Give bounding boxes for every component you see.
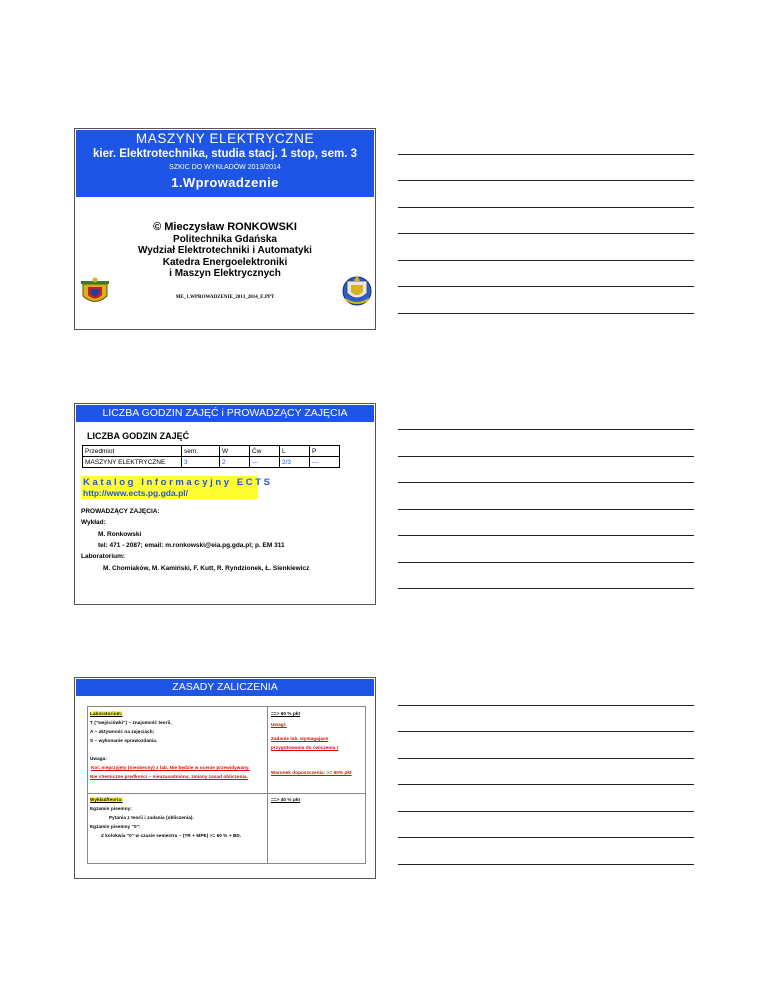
notes-line <box>398 154 694 155</box>
lecture-points: ==> 40 % pkt <box>271 797 301 802</box>
slide-title: LICZBA GODZIN ZAJĘĆ i PROWADZĄCY ZAJĘCIA <box>76 405 374 422</box>
affiliation-line: i Maszyn Elektrycznych <box>169 268 281 279</box>
notes-line <box>398 482 694 483</box>
lecturer-contact: tel: 471 - 2087; email: m.ronkowski@eia.pg.gda.pl; p. EM 311 <box>98 542 285 549</box>
table-header: Przedmiot <box>83 446 182 457</box>
lecture-points-cell <box>267 793 366 864</box>
table-header: W <box>220 446 250 457</box>
table-header: L <box>280 446 310 457</box>
hours-subtitle: LICZBA GODZIN ZAJĘĆ <box>87 431 190 441</box>
slide-hours <box>74 403 376 605</box>
ects-catalog-name <box>83 477 273 488</box>
notes-line <box>398 456 694 457</box>
notes-line <box>398 233 694 234</box>
table-header: P <box>310 446 340 457</box>
lab-line: S – wykonanie sprawozdania. <box>90 738 158 743</box>
lab-label: Laboratorium: <box>81 553 126 560</box>
notes-line <box>398 731 694 732</box>
slide-title: ZASADY ZALICZENIA <box>76 679 374 696</box>
staff-block <box>81 507 371 595</box>
author-block <box>75 222 375 280</box>
notes-line <box>398 429 694 430</box>
lecture-line: Pytania z teorii i zadania (obliczenia). <box>109 815 194 820</box>
sketch-note: SZKIC DO WYKŁADÓW 2013/2014 <box>169 164 281 171</box>
notes-line <box>398 286 694 287</box>
notes-line <box>398 705 694 706</box>
lecture-line: Egzamin pisemny "0": <box>90 824 141 829</box>
lecture-label: Wykład/teoria: <box>90 797 123 802</box>
lecture-title: 1.Wprowadzenie <box>171 175 279 190</box>
notes-line <box>398 180 694 181</box>
lab-line: A – aktywność na zajęciach; <box>90 729 155 734</box>
table-header: Ćw <box>250 446 280 457</box>
table-header-row <box>83 446 340 457</box>
lab-points: ==> 60 % pkt <box>271 711 301 716</box>
lab-uwaga: Uwaga: <box>90 756 107 761</box>
notes-line <box>398 588 694 589</box>
notes-line <box>398 758 694 759</box>
ects-catalog-tail: S <box>263 477 273 488</box>
lecture-line: Z kolokwia "0" w czasie semestru – (TR + MPE) >= 60 % + BD. <box>101 833 242 838</box>
table-cell: 2 <box>220 457 250 468</box>
lecture-label: Wykład: <box>81 519 106 526</box>
notes-line <box>398 864 694 865</box>
notes-line <box>398 207 694 208</box>
lab-warning: Kol. nieprzyjęty (nieobecny) z lab. Nie będzie w ocenie przewidywany. <box>91 765 250 770</box>
lab-points-cell <box>267 706 366 794</box>
notes-line <box>398 260 694 261</box>
file-name: ME_1.WPROWADZENIE_2013_2014_E.PPT <box>175 295 275 300</box>
table-cell: --- <box>310 457 340 468</box>
course-subtitle: kier. Elektrotechnika, studia stacj. 1 stop, sem. 3 <box>93 148 357 160</box>
slide-title <box>74 128 376 330</box>
grading-table <box>87 706 366 864</box>
table-cell: --- <box>250 457 280 468</box>
notes-line <box>398 509 694 510</box>
faculty-emblem-icon <box>341 273 373 307</box>
lab-uwagi: Uwagi: <box>271 722 287 727</box>
staff-heading: PROWADZĄCY ZAJĘCIA: <box>81 508 160 515</box>
affiliation-line: Katedra Energoelektroniki <box>162 256 288 268</box>
table-row <box>83 457 340 468</box>
table-cell: 2/3 <box>280 457 310 468</box>
hours-table <box>82 445 340 468</box>
notes-line <box>398 535 694 536</box>
ects-catalog-link[interactable]: http://www.ects.pg.gda.pl/ <box>83 488 188 498</box>
lab-note: przygotowania do ćwiczenia ! <box>271 745 339 750</box>
table-cell: 3 <box>182 457 220 468</box>
lab-label: Laboratorium: <box>90 711 123 716</box>
lab-threshold: Warunek dopuszczenia: >= 50% pkt <box>271 770 352 775</box>
lecture-line: Egzamin pisemny: <box>90 806 132 811</box>
author-name: © Mieczysław RONKOWSKI <box>153 221 297 233</box>
notes-line <box>398 837 694 838</box>
lab-warning: Nie chemiczne prędkości – nieuzasadniona, zmiany zasad obliczenia. <box>90 774 248 779</box>
ects-catalog-box <box>81 476 273 499</box>
ects-catalog-label: Katalog Informacyjny ECT <box>83 477 264 488</box>
lab-line: T ("wejściówki") – znajomość teorii, <box>90 720 172 725</box>
title-banner <box>76 130 374 197</box>
course-title: MASZYNY ELEKTRYCZNE <box>135 131 315 146</box>
slide-grading <box>74 677 376 879</box>
notes-line <box>398 562 694 563</box>
table-cell: MASZYNY ELEKTRYCZNE <box>83 457 182 468</box>
affiliation-line: Wydział Elektrotechniki i Automatyki <box>138 245 312 256</box>
affiliation-line: Politechnika Gdańska <box>173 233 277 245</box>
table-header: sem. <box>182 446 220 457</box>
notes-line <box>398 811 694 812</box>
lab-staff: M. Chomiaków, M. Kamiński, F. Kutt, R. Ryndzionek, Ł. Sienkiewicz <box>103 565 310 572</box>
notes-line <box>398 313 694 314</box>
lab-note: Zadanie lab. wymagające <box>271 736 329 741</box>
notes-line <box>398 784 694 785</box>
lecturer-name: M. Ronkowski <box>98 531 142 538</box>
university-crest-icon <box>79 276 111 308</box>
